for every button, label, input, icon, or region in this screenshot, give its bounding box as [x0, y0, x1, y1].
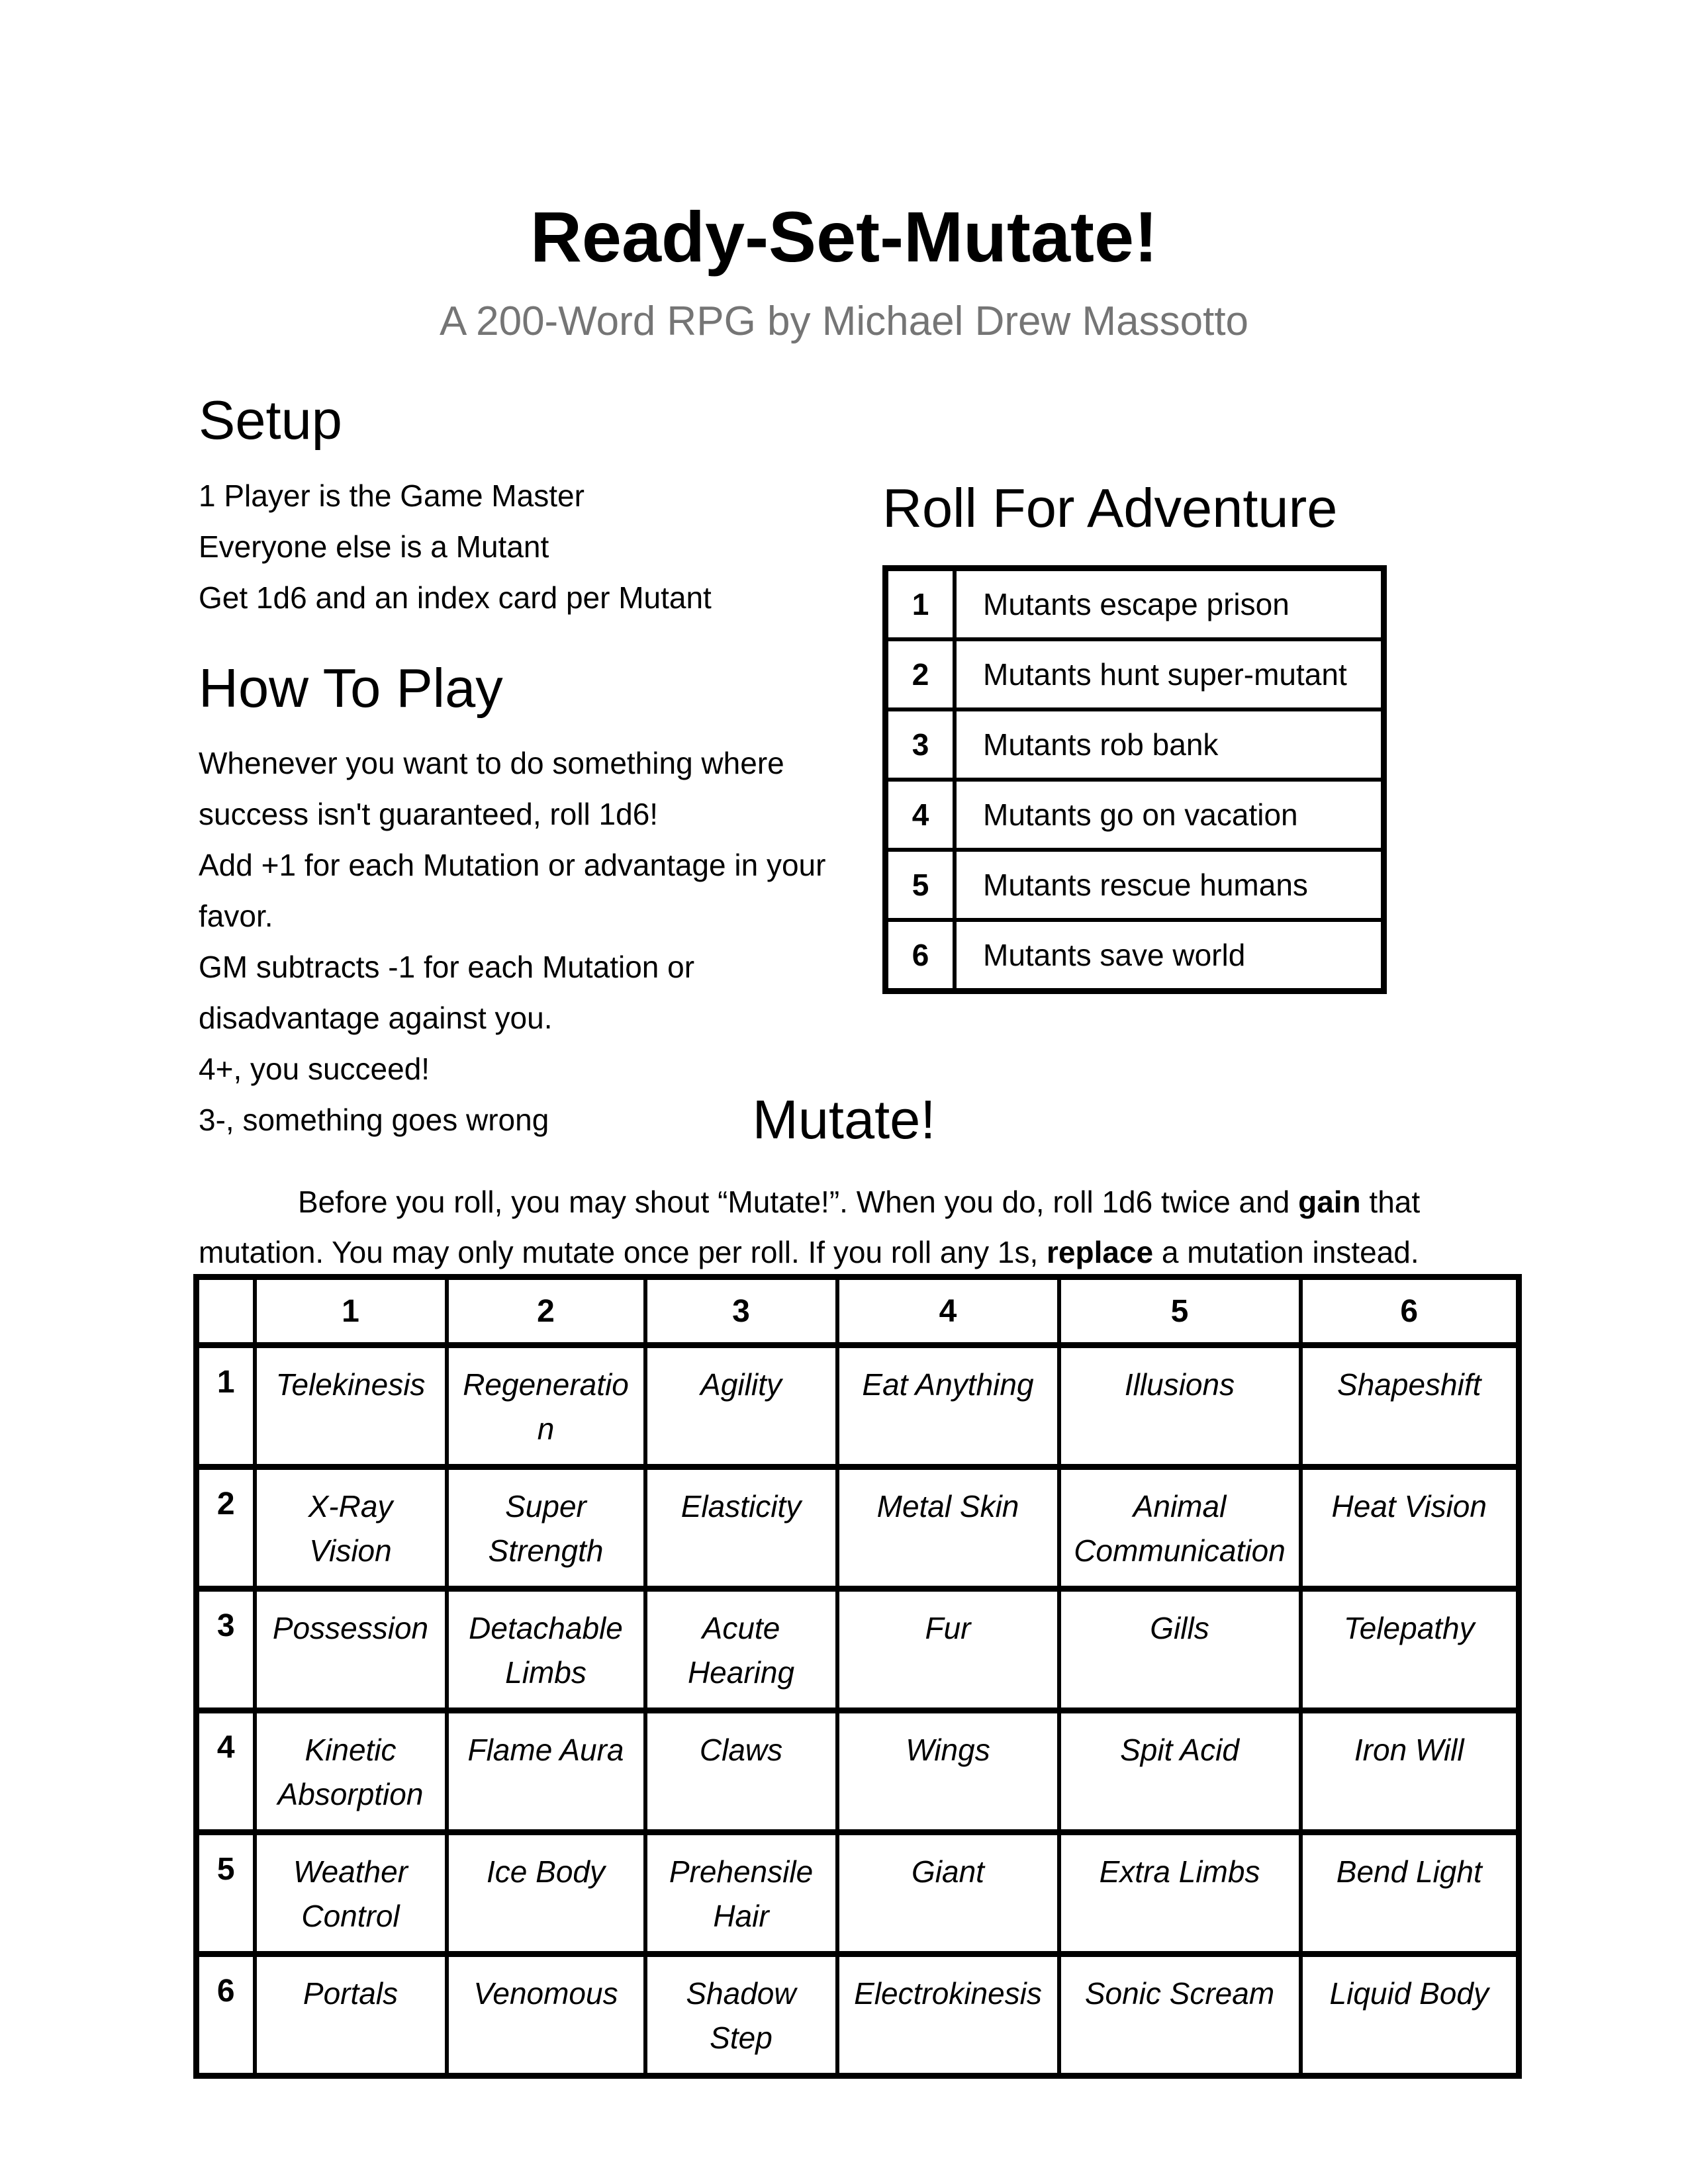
- mutation-cell: Giant: [837, 1833, 1059, 1954]
- row-label: 1: [197, 1345, 255, 1467]
- roll-number: 2: [886, 639, 955, 709]
- adventure-cell: Mutants escape prison: [955, 568, 1384, 639]
- how-to-play-line: Add +1 for each Mutation or advantage in your favor.: [199, 848, 826, 934]
- mutation-cell: Metal Skin: [837, 1467, 1059, 1589]
- mutation-cell: Electrokinesis: [837, 1954, 1059, 2076]
- column-header: 2: [447, 1277, 645, 1345]
- mutation-cell: Bend Light: [1301, 1833, 1519, 1954]
- mutation-cell: Heat Vision: [1301, 1467, 1519, 1589]
- mutation-table: [193, 1274, 1522, 2079]
- roll-for-adventure-table: [882, 565, 1387, 994]
- table-row: [886, 920, 1384, 991]
- mutation-cell: Animal Communication: [1059, 1467, 1301, 1589]
- mutation-cell: X-Ray Vision: [255, 1467, 447, 1589]
- how-to-play-heading: How To Play: [199, 657, 503, 719]
- table-row: [886, 780, 1384, 850]
- mutation-cell: Kinetic Absorption: [255, 1711, 447, 1833]
- row-label: 2: [197, 1467, 255, 1589]
- mutate-paragraph-text: Before you roll, you may shout “Mutate!”. When you do, roll 1d6 twice and: [298, 1184, 1299, 1219]
- mutation-cell: Acute Hearing: [645, 1589, 837, 1711]
- mutation-cell: Elasticity: [645, 1467, 837, 1589]
- how-to-play-line: Whenever you want to do something where success isn't guaranteed, roll 1d6!: [199, 746, 784, 832]
- roll-for-adventure-section: [882, 475, 1387, 994]
- mutation-cell: Claws: [645, 1711, 837, 1833]
- mutation-row: [197, 1345, 1519, 1467]
- mutation-row: [197, 1467, 1519, 1589]
- table-row: [886, 639, 1384, 709]
- mutation-cell: Liquid Body: [1301, 1954, 1519, 2076]
- column-header: 5: [1059, 1277, 1301, 1345]
- mutation-cell: Gills: [1059, 1589, 1301, 1711]
- adventure-cell: Mutants rob bank: [955, 709, 1384, 780]
- mutation-table-wrap: [193, 1274, 1522, 2079]
- mutate-paragraph: [199, 1177, 1489, 1277]
- mutate-paragraph-text: a mutation instead.: [1153, 1234, 1419, 1269]
- table-row: [886, 850, 1384, 920]
- roll-number: 1: [886, 568, 955, 639]
- mutation-cell: Extra Limbs: [1059, 1833, 1301, 1954]
- column-header: 3: [645, 1277, 837, 1345]
- mutation-row: [197, 1589, 1519, 1711]
- adventure-cell: Mutants save world: [955, 920, 1384, 991]
- mutation-cell: Fur: [837, 1589, 1059, 1711]
- mutation-cell: Regeneration: [447, 1345, 645, 1467]
- column-header: 1: [255, 1277, 447, 1345]
- how-to-play-line: 4+, you succeed!: [199, 1052, 430, 1087]
- mutation-cell: Detachable Limbs: [447, 1589, 645, 1711]
- corner-cell: [197, 1277, 255, 1345]
- mutate-heading: Mutate!: [752, 1089, 936, 1150]
- column-header: 4: [837, 1277, 1059, 1345]
- table-row: [886, 568, 1384, 639]
- mutation-cell: Agility: [645, 1345, 837, 1467]
- setup-line: Get 1d6 and an index card per Mutant: [199, 580, 712, 615]
- row-label: 4: [197, 1711, 255, 1833]
- setup-lines: [199, 471, 861, 623]
- mutate-section: [199, 1087, 1489, 1277]
- mutation-header-row: [197, 1277, 1519, 1345]
- mutation-cell: Wings: [837, 1711, 1059, 1833]
- row-label: 5: [197, 1833, 255, 1954]
- document-title: Ready-Set-Mutate!: [530, 197, 1158, 277]
- mutation-cell: Iron Will: [1301, 1711, 1519, 1833]
- document-subtitle: A 200-Word RPG by Michael Drew Massotto: [439, 298, 1249, 345]
- mutation-cell: Weather Control: [255, 1833, 447, 1954]
- roll-for-adventure-heading: Roll For Adventure: [882, 477, 1338, 539]
- setup-line: Everyone else is a Mutant: [199, 529, 549, 564]
- mutate-paragraph-bold: replace: [1047, 1234, 1154, 1269]
- setup-heading: Setup: [199, 389, 342, 451]
- how-to-play-lines: [199, 738, 861, 1146]
- adventure-cell: Mutants go on vacation: [955, 780, 1384, 850]
- mutation-cell: Spit Acid: [1059, 1711, 1301, 1833]
- mutation-row: [197, 1833, 1519, 1954]
- roll-number: 3: [886, 709, 955, 780]
- mutate-paragraph-bold: gain: [1298, 1184, 1361, 1219]
- mutation-cell: Telekinesis: [255, 1345, 447, 1467]
- row-label: 6: [197, 1954, 255, 2076]
- adventure-cell: Mutants hunt super-mutant: [955, 639, 1384, 709]
- mutation-cell: Ice Body: [447, 1833, 645, 1954]
- row-label: 3: [197, 1589, 255, 1711]
- mutation-cell: Super Strength: [447, 1467, 645, 1589]
- mutation-cell: Prehensile Hair: [645, 1833, 837, 1954]
- table-row: [886, 709, 1384, 780]
- mutation-cell: Shadow Step: [645, 1954, 837, 2076]
- mutation-cell: Illusions: [1059, 1345, 1301, 1467]
- setup-line: 1 Player is the Game Master: [199, 478, 585, 513]
- roll-number: 5: [886, 850, 955, 920]
- mutation-cell: Sonic Scream: [1059, 1954, 1301, 2076]
- left-column: [199, 387, 861, 1146]
- mutation-cell: Telepathy: [1301, 1589, 1519, 1711]
- title-block: [0, 191, 1688, 349]
- mutation-cell: Flame Aura: [447, 1711, 645, 1833]
- adventure-cell: Mutants rescue humans: [955, 850, 1384, 920]
- mutation-row: [197, 1711, 1519, 1833]
- mutation-cell: Possession: [255, 1589, 447, 1711]
- roll-number: 4: [886, 780, 955, 850]
- mutate-paragraph-text: that mutation. You may only mutate once per roll. If you roll any 1s,: [199, 1184, 1421, 1269]
- roll-number: 6: [886, 920, 955, 991]
- mutation-cell: Eat Anything: [837, 1345, 1059, 1467]
- mutation-cell: Shapeshift: [1301, 1345, 1519, 1467]
- mutation-cell: Portals: [255, 1954, 447, 2076]
- mutation-cell: Venomous: [447, 1954, 645, 2076]
- mutation-row: [197, 1954, 1519, 2076]
- column-header: 6: [1301, 1277, 1519, 1345]
- how-to-play-line: GM subtracts -1 for each Mutation or disadvantage against you.: [199, 950, 695, 1036]
- how-to-play-line: 3-, something goes wrong: [199, 1103, 549, 1138]
